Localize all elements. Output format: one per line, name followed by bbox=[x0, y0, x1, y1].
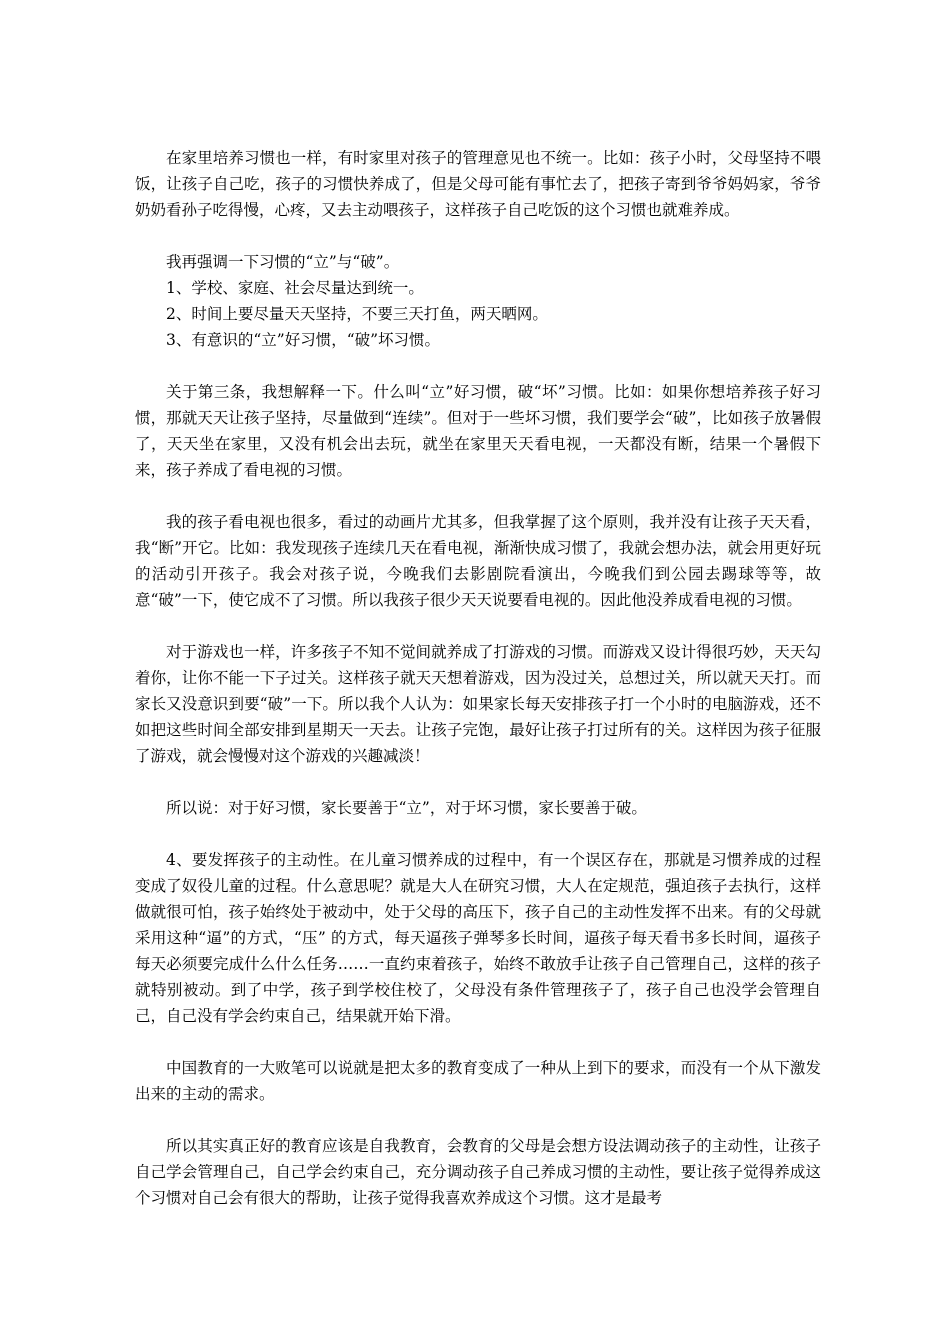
paragraph-tv-example: 我的孩子看电视也很多，看过的动画片尤其多，但我掌握了这个原则，我并没有让孩子天天看，我“断”开它。比如：我发现孩子连续几天在看电视，渐渐快成习惯了，我就会想办法，就会用更好玩的活动引开孩子。我会对孩子说，今晚我们去影剧院看演出，今晚我们到公园去踢球等等，故意“破”一下，使它成不了习惯。所以我孩子很少天天说要看电视的。因此他没养成看电视的习惯。 bbox=[135, 513, 821, 609]
paragraph-chinese-education: 中国教育的一大败笔可以说就是把太多的教育变成了一种从上到下的要求，而没有一个从下激发出来的主动的需求。 bbox=[135, 1059, 821, 1103]
paragraph-third-point: 关于第三条，我想解释一下。什么叫“立”好习惯，破“坏”习惯。比如：如果你想培养孩子好习惯，那就天天让孩子坚持，尽量做到“连续”。但对于一些坏习惯，我们要学会“破”，比如孩子放暑假了，天天坐在家里，又没有机会出去玩，就坐在家里天天看电视，一天都没有断，结果一个暑假下来，孩子养成了看电视的习惯。 bbox=[135, 383, 821, 479]
list-item-2: 2、时间上要尽量天天坚持，不要三天打鱼，两天晒网。 bbox=[166, 305, 548, 323]
paragraph-summary: 所以说：对于好习惯，家长要善于“立”，对于坏习惯，家长要善于破。 bbox=[166, 799, 647, 817]
paragraph-intro-li-po: 我再强调一下习惯的“立”与“破”。 bbox=[166, 253, 400, 271]
paragraph-home-habits: 在家里培养习惯也一样，有时家里对孩子的管理意见也不统一。比如：孩子小时，父母坚持不喂饭，让孩子自己吃，孩子的习惯快养成了，但是父母可能有事忙去了，把孩子寄到爷爷妈妈家，爷爷奶奶看孙子吃得慢，心疼，又去主动喂孩子，这样孩子自己吃饭的这个习惯也就难养成。 bbox=[135, 149, 821, 219]
list-item-1: 1、学校、家庭、社会尽量达到统一。 bbox=[166, 279, 424, 297]
habit-principles-block bbox=[135, 249, 821, 353]
paragraph-initiative: 4、要发挥孩子的主动性。在儿童习惯养成的过程中，有一个误区存在，那就是习惯养成的过程变成了奴役儿童的过程。什么意思呢？就是大人在研究习惯，大人在定规范，强迫孩子去执行，这样做就很可怕，孩子始终处于被动中，处于父母的高压下，孩子自己的主动性发挥不出来。有的父母就采用这种“逼”的方式，“压” 的方式，每天逼孩子弹琴多长时间，逼孩子每天看书多长时间，逼孩子每天必须要完成什么什么任务……一直约束着孩子，始终不敢放手让孩子自己管理自己，这样的孩子就特别被动。到了中学，孩子到学校住校了，父母没有条件管理孩子了，孩子自己也没学会管理自己，自己没有学会约束自己，结果就开始下滑。 bbox=[135, 851, 821, 1025]
document-body bbox=[135, 145, 821, 1211]
paragraph-self-education: 所以其实真正好的教育应该是自我教育，会教育的父母是会想方设法调动孩子的主动性，让孩子自己学会管理自己，自己学会约束自己，充分调动孩子自己养成习惯的主动性，要让孩子觉得养成这个习惯对自己会有很大的帮助，让孩子觉得我喜欢养成这个习惯。这才是最考 bbox=[135, 1137, 821, 1207]
paragraph-games: 对于游戏也一样，许多孩子不知不觉间就养成了打游戏的习惯。而游戏又设计得很巧妙，天天勾着你，让你不能一下子过关。这样孩子就天天想着游戏，因为没过关，总想过关，所以就天天打。而家长又没意识到要“破”一下。所以我个人认为：如果家长每天安排孩子打一个小时的电脑游戏，还不如把这些时间全部安排到星期天一天去。让孩子完饱，最好让孩子打过所有的关。这样因为孩子征服了游戏，就会慢慢对这个游戏的兴趣减淡！ bbox=[135, 643, 821, 765]
list-item-3: 3、有意识的“立”好习惯，“破”坏习惯。 bbox=[166, 331, 441, 349]
